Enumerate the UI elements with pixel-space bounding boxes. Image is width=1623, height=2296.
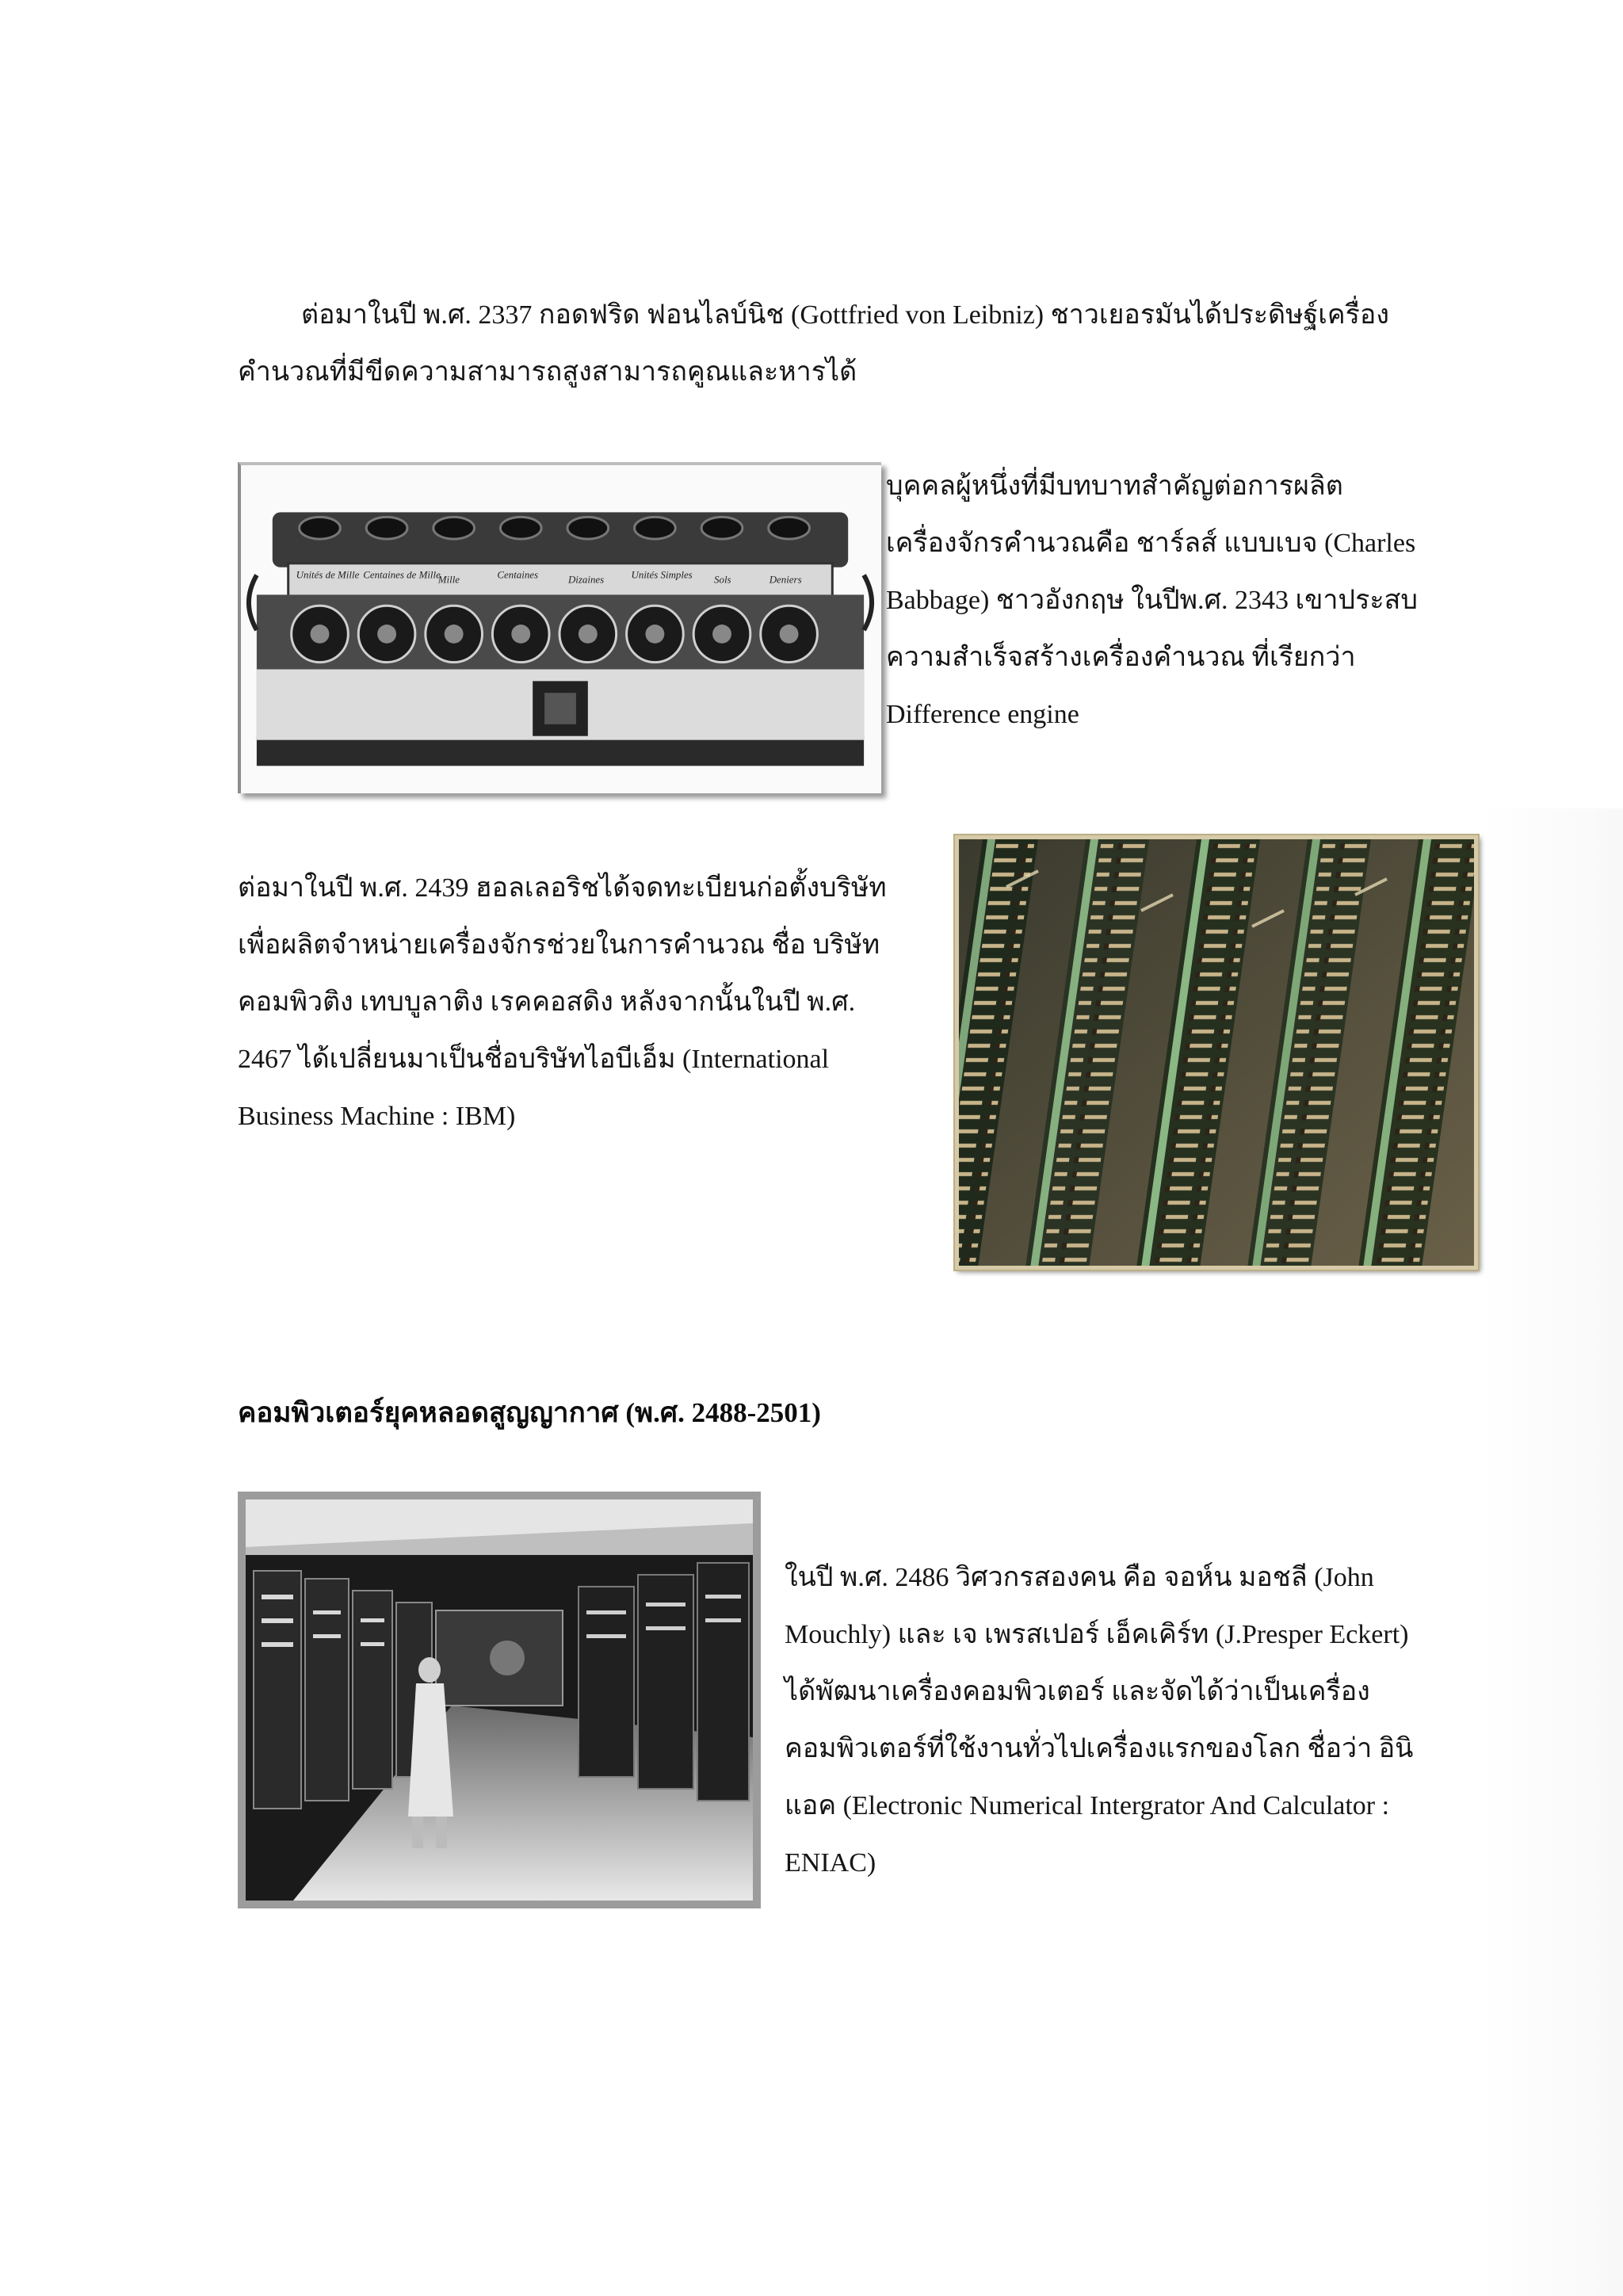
section-heading: คอมพิวเตอร์ยุคหลอดสูญญากาศ (พ.ศ. 2488-2501): [238, 1397, 821, 1428]
dial-label: Sols: [714, 574, 731, 586]
paragraph-line: คำนวณที่มีขีดความสามารถสูงสามารถคูณและหารได้: [238, 357, 857, 387]
paragraph-line: คอมพิวเตอร์ที่ใช้งานทั่วไปเครื่องแรกของโลก ชื่อว่า อินิ: [785, 1734, 1414, 1763]
eniac-image: [238, 1492, 761, 1908]
paragraph-line: ต่อมาในปี พ.ศ. 2439 ฮอลเลอริชได้จดทะเบียนก่อตั้งบริษัท: [238, 873, 887, 903]
paragraph-line: เครื่องจักรคำนวณคือ ชาร์ลส์ แบบเบจ (Charles: [886, 529, 1416, 558]
difference-engine-image: [955, 835, 1478, 1270]
paragraph-babbage: [886, 458, 1472, 743]
difference-engine-drawing: [959, 839, 1474, 1266]
paragraph-line: ความสำเร็จสร้างเครื่องคำนวณ ที่เรียกว่า: [886, 643, 1356, 672]
dial-label: Unités Simples: [631, 569, 693, 581]
paragraph-leibniz: [238, 287, 1474, 401]
paragraph-line: 2467 ได้เปลี่ยนมาเป็นชื่อบริษัทไอบีเอ็ม (International: [238, 1045, 830, 1074]
paragraph-hollerith: [238, 860, 935, 1145]
dial-label: Dizaines: [567, 574, 605, 586]
paragraph-line: ในปี พ.ศ. 2486 วิศวกรสองคน คือ จอห์น มอชลี (John: [785, 1563, 1374, 1592]
paragraph-line: ได้พัฒนาเครื่องคอมพิวเตอร์ และจัดได้ว่าเป็นเครื่อง: [785, 1677, 1370, 1706]
dial-label: Unités de Mille: [296, 569, 360, 581]
dial-label: Centaines de Mille: [363, 569, 441, 581]
page-edge-shade: [1478, 808, 1623, 2296]
paragraph-line: Difference engine: [886, 700, 1079, 729]
paragraph-line: ต่อมาในปี พ.ศ. 2337 กอดฟริด ฟอนไลบ์นิช (Gottfried von Leibniz) ชาวเยอรมันได้ประดิษฐ์เครื่อง: [301, 300, 1389, 330]
paragraph-line: เพื่อผลิตจำหน่ายเครื่องจักรช่วยในการคำนวณ ชื่อ บริษัท: [238, 930, 880, 960]
paragraph-line: Mouchly) และ เจ เพรสเปอร์ เอ็คเคิร์ท (J.Presper Eckert): [785, 1620, 1409, 1649]
calculator-drawing: [241, 465, 881, 793]
paragraph-line: Business Machine : IBM): [238, 1102, 516, 1131]
eniac-drawing: [246, 1499, 753, 1901]
paragraph-eniac: [785, 1549, 1482, 1892]
dial-label: Centaines: [497, 569, 539, 581]
paragraph-line: Babbage) ชาวอังกฤษ ในปีพ.ศ. 2343 เขาประสบ: [886, 586, 1418, 615]
paragraph-line: บุคคลผู้หนึ่งที่มีบทบาทสำคัญต่อการผลิต: [886, 472, 1343, 501]
paragraph-line: ENIAC): [785, 1848, 876, 1878]
dial-label: Mille: [437, 574, 460, 586]
paragraph-line: คอมพิวติง เทบบูลาติง เรคคอสดิง หลังจากนั้นในปี พ.ศ.: [238, 988, 856, 1017]
dial-label: Deniers: [769, 574, 802, 586]
calculating-machine-image: [238, 462, 881, 793]
paragraph-line: แอค (Electronic Numerical Intergrator And Calculator :: [785, 1791, 1390, 1820]
